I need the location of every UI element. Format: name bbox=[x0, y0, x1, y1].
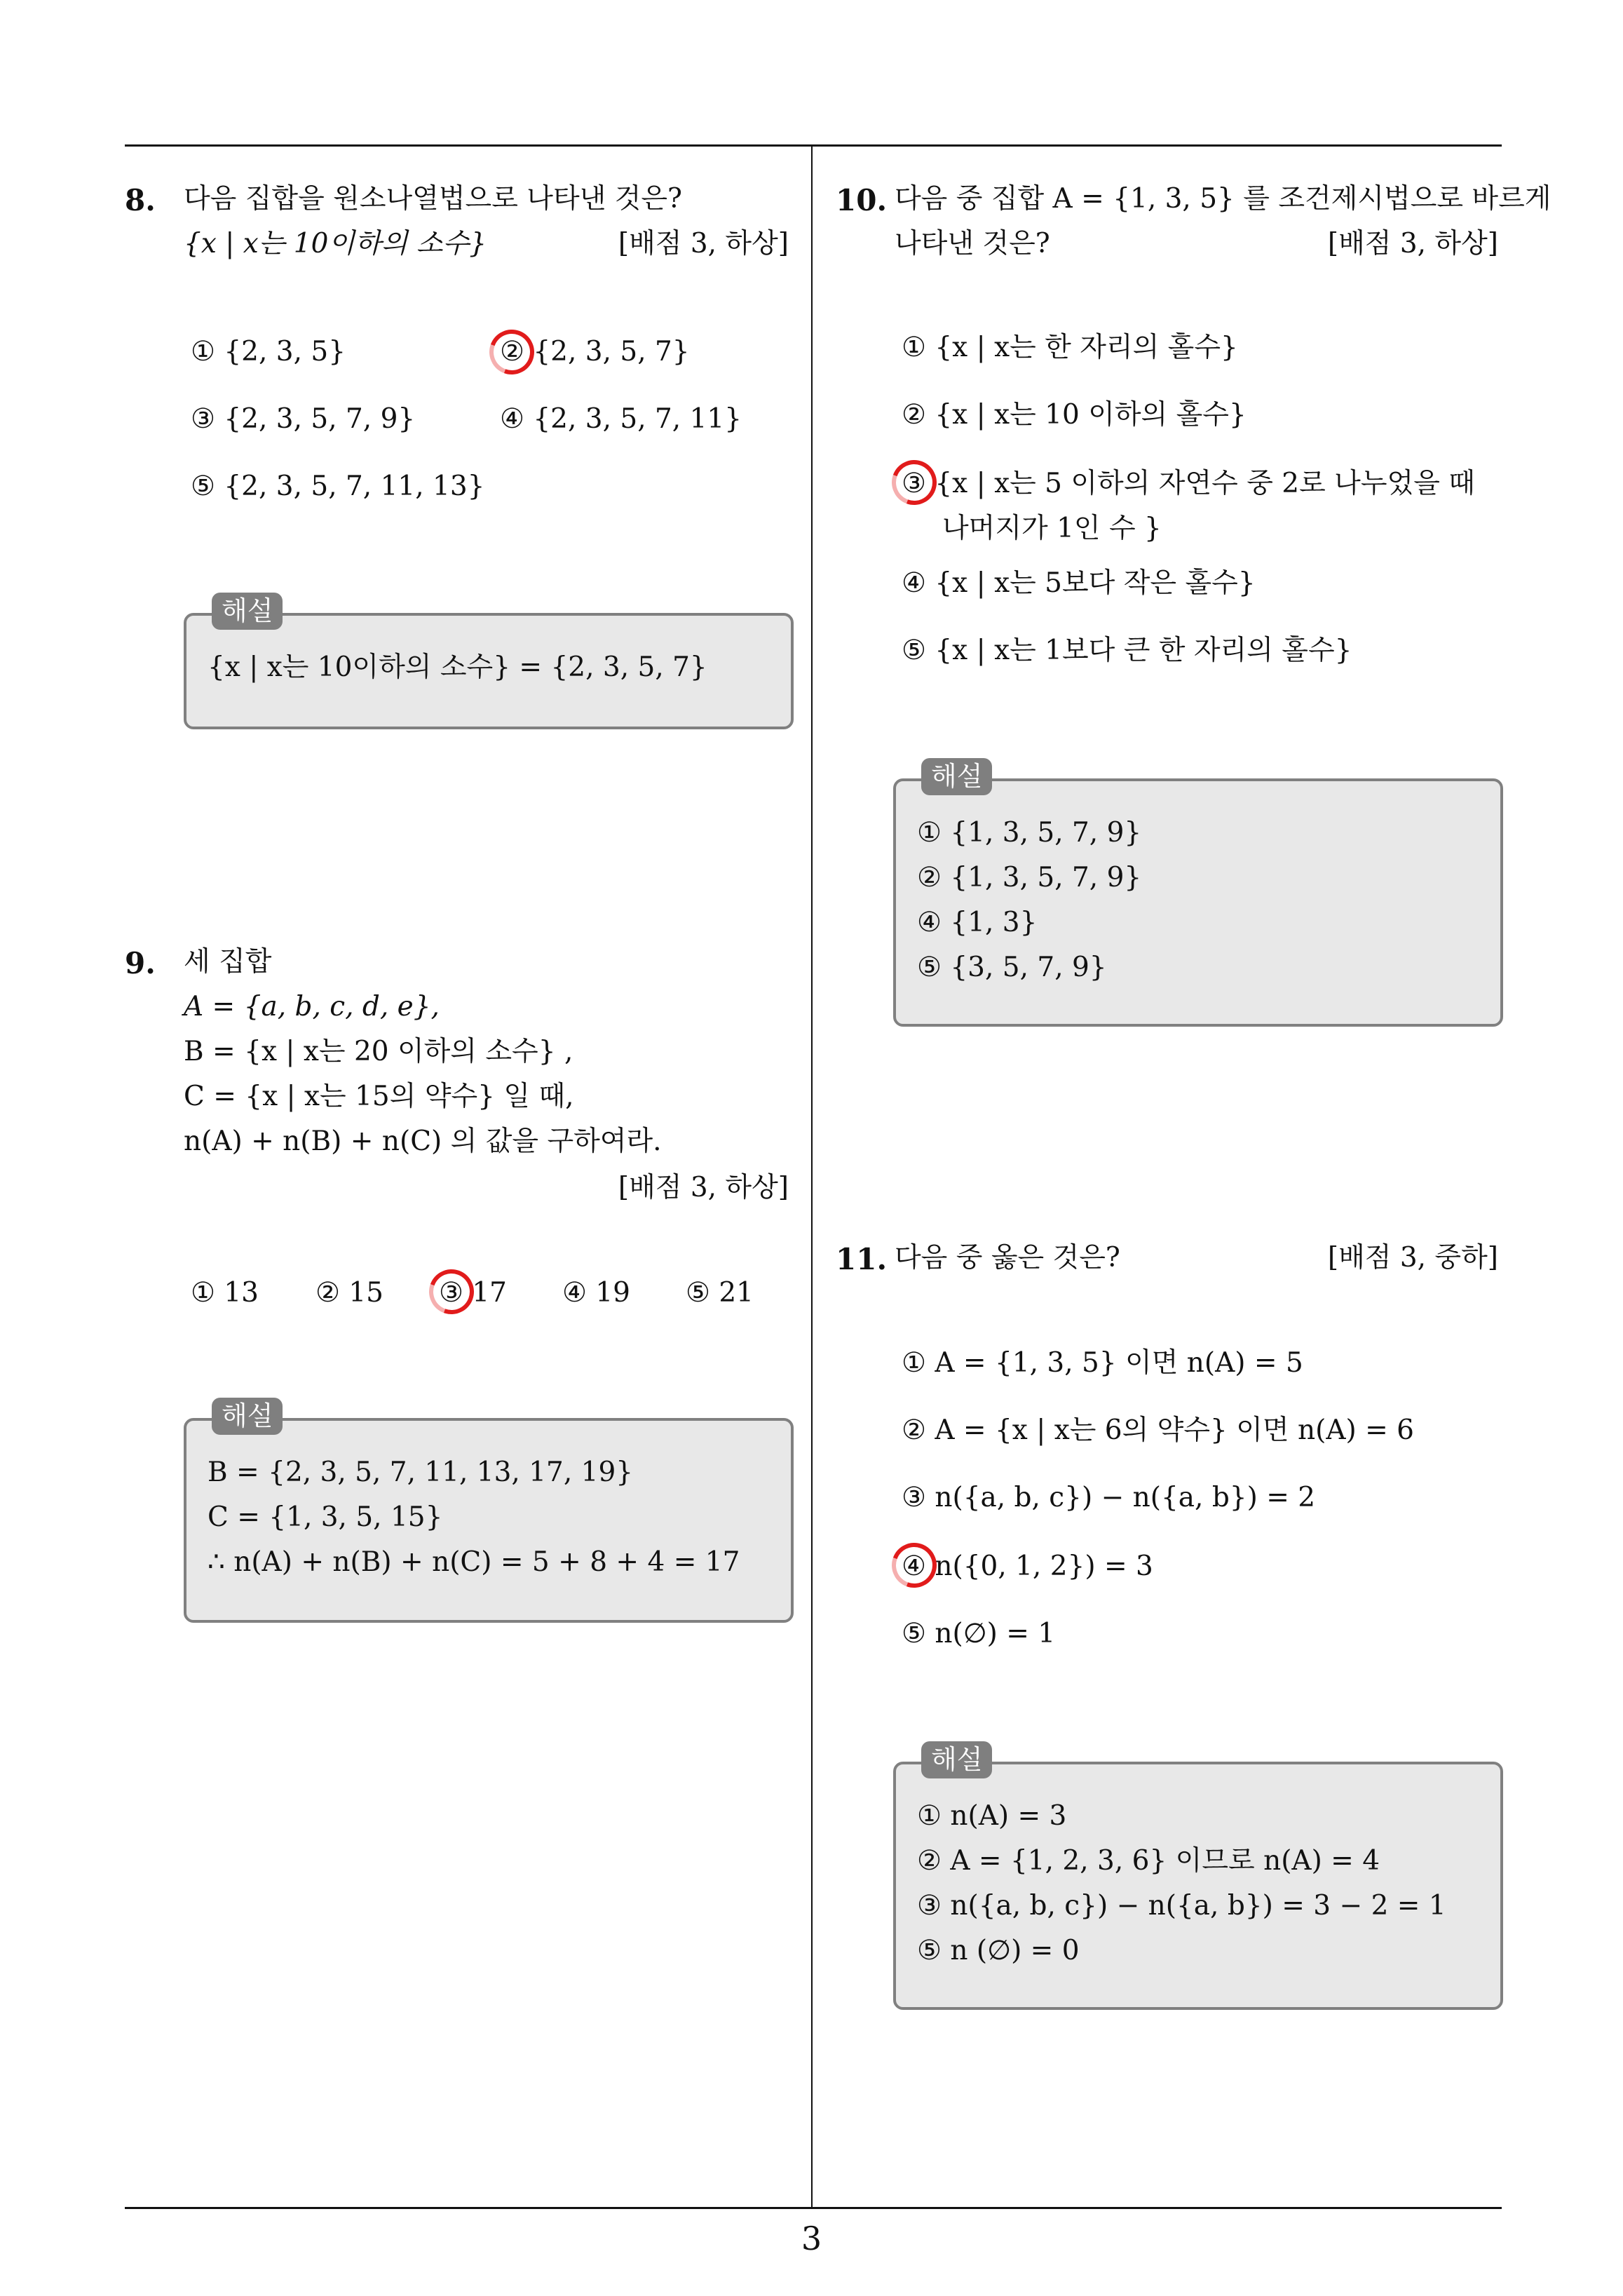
question-line: B = {x | x는 20 이하의 소수} , bbox=[184, 1036, 573, 1067]
question-number: 10. bbox=[836, 183, 888, 217]
choice-3-continuation: 나머지가 1인 수 } bbox=[942, 513, 1162, 544]
column-divider bbox=[811, 144, 813, 2208]
solution-box bbox=[184, 613, 794, 729]
solution-line: ⑤ n (∅) = 0 bbox=[917, 1935, 1080, 1966]
score-label: [배점 3, 하상] bbox=[618, 1172, 789, 1203]
solution-line: ② A = {1, 2, 3, 6} 이므로 n(A) = 4 bbox=[917, 1845, 1380, 1877]
question-title: 다음 중 집합 A = {1, 3, 5} 를 조건제시법으로 바르게 bbox=[895, 183, 1551, 215]
solution-box bbox=[893, 778, 1503, 1027]
choice-2[interactable]: ② {x | x는 10 이하의 홀수} bbox=[902, 399, 1247, 431]
solution-tag: 해설 bbox=[921, 1741, 992, 1778]
choice-1[interactable]: ① 13 bbox=[191, 1277, 259, 1309]
answer-circle-mark bbox=[482, 322, 541, 381]
top-rule bbox=[125, 144, 1502, 147]
solution-tag: 해설 bbox=[212, 593, 283, 630]
choice-3[interactable]: ③ 17 bbox=[439, 1277, 507, 1309]
answer-circle-mark bbox=[884, 452, 944, 512]
choice-4[interactable]: ④ 19 bbox=[562, 1277, 630, 1309]
question-line: n(A) + n(B) + n(C) 의 값을 구하여라. bbox=[184, 1126, 662, 1157]
solution-tag: 해설 bbox=[921, 758, 992, 795]
choice-2[interactable]: ② {2, 3, 5, 7} bbox=[500, 336, 690, 367]
solution-line: C = {1, 3, 5, 15} bbox=[208, 1501, 443, 1533]
question-title: 다음 중 옳은 것은? bbox=[895, 1242, 1120, 1274]
page-number: 3 bbox=[801, 2220, 822, 2257]
choice-4[interactable]: ④ {x | x는 5보다 작은 홀수} bbox=[902, 567, 1256, 599]
choice-3[interactable]: ③ n({a, b, c}) − n({a, b}) = 2 bbox=[902, 1482, 1316, 1513]
solution-line: {x | x는 10이하의 소수} = {2, 3, 5, 7} bbox=[208, 651, 707, 683]
choice-5[interactable]: ⑤ {x | x는 1보다 큰 한 자리의 홀수} bbox=[902, 635, 1352, 666]
solution-line: ③ n({a, b, c}) − n({a, b}) = 3 − 2 = 1 bbox=[917, 1890, 1446, 1922]
question-title-cont: 나타낸 것은? bbox=[895, 228, 1050, 259]
solution-box bbox=[893, 1762, 1503, 2010]
choice-1[interactable]: ① {x | x는 한 자리의 홀수} bbox=[902, 332, 1238, 363]
bottom-rule bbox=[125, 2207, 1502, 2209]
solution-line: ② {1, 3, 5, 7, 9} bbox=[917, 862, 1142, 893]
score-label: [배점 3, 하상] bbox=[618, 228, 789, 259]
score-label: [배점 3, 중하] bbox=[1327, 1242, 1498, 1274]
question-condition: {x | x는 10이하의 소수} bbox=[184, 228, 487, 259]
choice-2[interactable]: ② A = {x | x는 6의 약수} 이면 n(A) = 6 bbox=[902, 1414, 1414, 1446]
choice-4[interactable]: ④ {2, 3, 5, 7, 11} bbox=[500, 403, 742, 435]
choice-5[interactable]: ⑤ 21 bbox=[686, 1277, 754, 1309]
choice-1[interactable]: ① A = {1, 3, 5} 이면 n(A) = 5 bbox=[902, 1347, 1303, 1379]
choice-3[interactable]: ③ {2, 3, 5, 7, 9} bbox=[191, 403, 416, 435]
choice-4[interactable]: ④ n({0, 1, 2}) = 3 bbox=[902, 1551, 1153, 1582]
choice-2[interactable]: ② 15 bbox=[315, 1277, 383, 1309]
question-line: C = {x | x는 15의 약수} 일 때, bbox=[184, 1081, 574, 1112]
question-line: A = {a, b, c, d, e}, bbox=[184, 991, 440, 1022]
question-number: 8. bbox=[125, 183, 156, 217]
solution-line: ① {1, 3, 5, 7, 9} bbox=[917, 817, 1142, 849]
solution-tag: 해설 bbox=[212, 1398, 283, 1435]
solution-line: ① n(A) = 3 bbox=[917, 1800, 1067, 1832]
answer-circle-mark bbox=[884, 1535, 944, 1595]
question-number: 9. bbox=[125, 946, 156, 980]
choice-1[interactable]: ① {2, 3, 5} bbox=[191, 336, 346, 367]
solution-line: ⑤ {3, 5, 7, 9} bbox=[917, 952, 1107, 983]
question-line: 세 집합 bbox=[184, 946, 272, 978]
score-label: [배점 3, 하상] bbox=[1327, 228, 1498, 259]
question-title: 다음 집합을 원소나열법으로 나타낸 것은? bbox=[184, 183, 682, 215]
answer-circle-mark bbox=[421, 1262, 481, 1321]
choice-3[interactable]: ③ {x | x는 5 이하의 자연수 중 2로 나누었을 때 bbox=[902, 468, 1475, 499]
solution-line: ∴ n(A) + n(B) + n(C) = 5 + 8 + 4 = 17 bbox=[208, 1546, 740, 1578]
solution-line: B = {2, 3, 5, 7, 11, 13, 17, 19} bbox=[208, 1457, 634, 1488]
solution-line: ④ {1, 3} bbox=[917, 907, 1038, 938]
choice-5[interactable]: ⑤ n(∅) = 1 bbox=[902, 1618, 1056, 1649]
choice-5[interactable]: ⑤ {2, 3, 5, 7, 11, 13} bbox=[191, 471, 485, 502]
solution-box bbox=[184, 1418, 794, 1623]
question-number: 11. bbox=[836, 1242, 888, 1276]
